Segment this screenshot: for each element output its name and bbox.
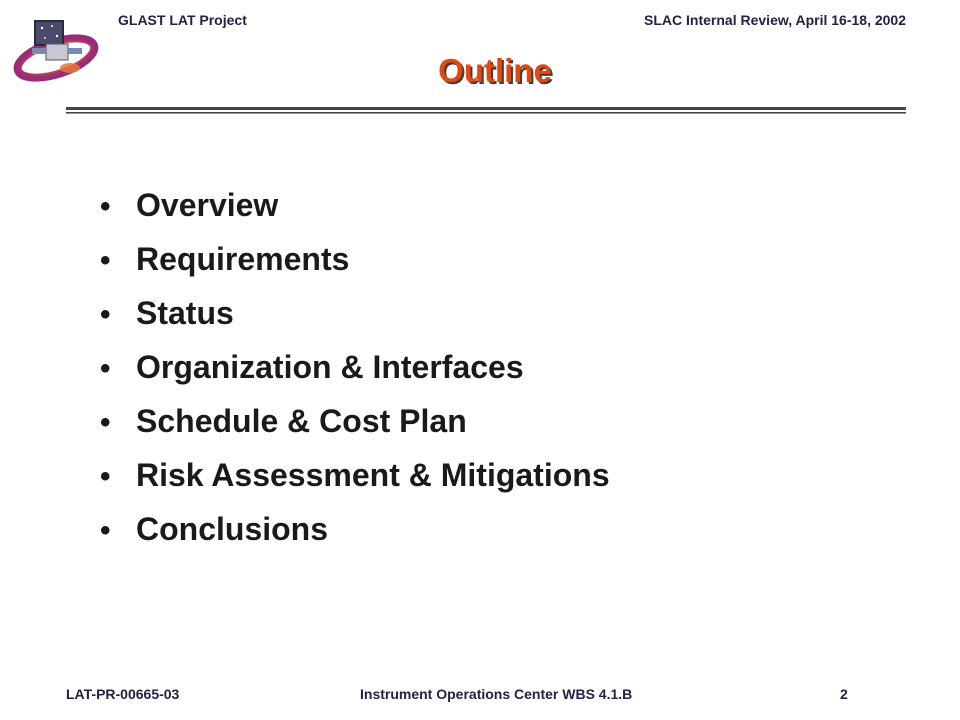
- outline-item-risk: [100, 448, 610, 502]
- bullet-icon: •: [100, 244, 111, 277]
- outline-item-status: [100, 286, 610, 340]
- page-number: 2: [840, 686, 848, 702]
- footer-doc-id: LAT-PR-00665-03: [66, 686, 180, 702]
- footer-title: Instrument Operations Center WBS 4.1.B: [360, 686, 633, 702]
- bullet-icon: •: [100, 190, 111, 223]
- bullet-icon: •: [100, 514, 111, 547]
- outline-item-label: Risk Assessment & Mitigations: [136, 457, 610, 493]
- bullet-icon: •: [100, 298, 111, 331]
- outline-item-requirements: [100, 232, 610, 286]
- bullet-icon: •: [100, 460, 111, 493]
- outline-item-overview: [100, 178, 610, 232]
- outline-item-label: Status: [136, 295, 234, 331]
- outline-list: [100, 178, 610, 556]
- outline-item-label: Conclusions: [136, 511, 329, 547]
- outline-item-organization: [100, 340, 610, 394]
- outline-item-conclusions: [100, 502, 610, 556]
- bullet-icon: •: [100, 352, 111, 385]
- outline-item-label: Organization & Interfaces: [136, 349, 524, 385]
- title-divider-shadow: [66, 113, 906, 114]
- outline-item-label: Requirements: [136, 241, 350, 277]
- outline-item-label: Schedule & Cost Plan: [136, 403, 467, 439]
- slide-title: Outline: [438, 52, 552, 89]
- header-project: GLAST LAT Project: [118, 12, 247, 28]
- bullet-icon: •: [100, 406, 111, 439]
- outline-item-label: Overview: [136, 187, 279, 223]
- outline-item-schedule: [100, 394, 610, 448]
- header-review: SLAC Internal Review, April 16-18, 2002: [644, 12, 906, 28]
